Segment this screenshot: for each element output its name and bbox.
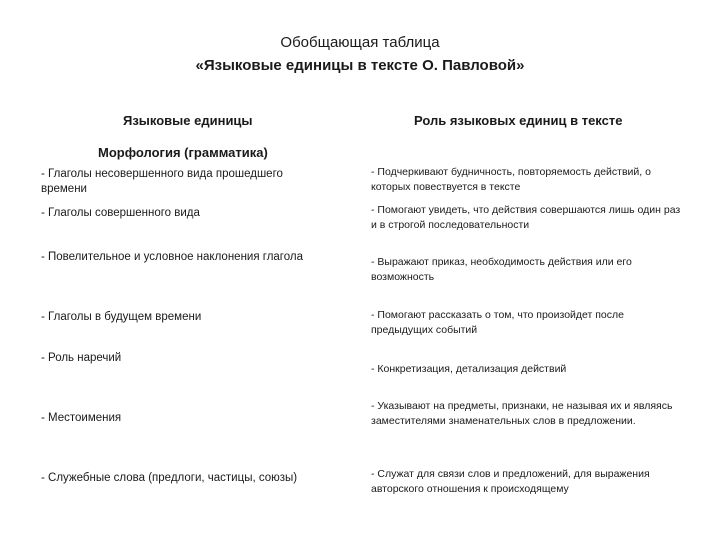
- unit-cell: - Местоимения: [41, 412, 122, 424]
- role-cell: - Служат для связи слов и предложений, для выражения авторского отношения к происходящему: [371, 468, 650, 495]
- role-cell: - Помогают увидеть, что действия совершаются лишь один раз и в строгой последовательности: [371, 204, 681, 231]
- title-line-1: Обобщающая таблица: [280, 34, 440, 51]
- unit-cell: - Служебные слова (предлоги, частицы, союзы): [41, 472, 298, 484]
- unit-cell: - Глаголы в будущем времени: [41, 311, 202, 323]
- column-header-units: Языковые единицы: [123, 113, 253, 128]
- column-header-roles: Роль языковых единиц в тексте: [414, 113, 623, 128]
- role-cell: - Выражают приказ, необходимость действия или его возможность: [371, 256, 632, 283]
- title-line-2: «Языковые единицы в тексте О. Павловой»: [195, 57, 525, 74]
- unit-cell: - Глаголы совершенного вида: [41, 207, 200, 219]
- role-cell: - Указывают на предметы, признаки, не называя их и являясь заместителями знаменательных слов в предложении.: [371, 400, 673, 427]
- unit-cell: - Роль наречий: [41, 352, 122, 364]
- unit-cell: - Повелительное и условное наклонения глагола: [41, 251, 304, 263]
- role-cell: - Конкретизация, детализация действий: [371, 363, 567, 375]
- unit-cell: - Глаголы несовершенного вида прошедшего времени: [41, 168, 283, 195]
- section-title: Морфология (грамматика): [98, 145, 268, 160]
- role-cell: - Подчеркивают будничность, повторяемость действий, о которых повествуется в тексте: [371, 166, 651, 193]
- role-cell: - Помогают рассказать о том, что произойдет после предыдущих событий: [371, 309, 624, 336]
